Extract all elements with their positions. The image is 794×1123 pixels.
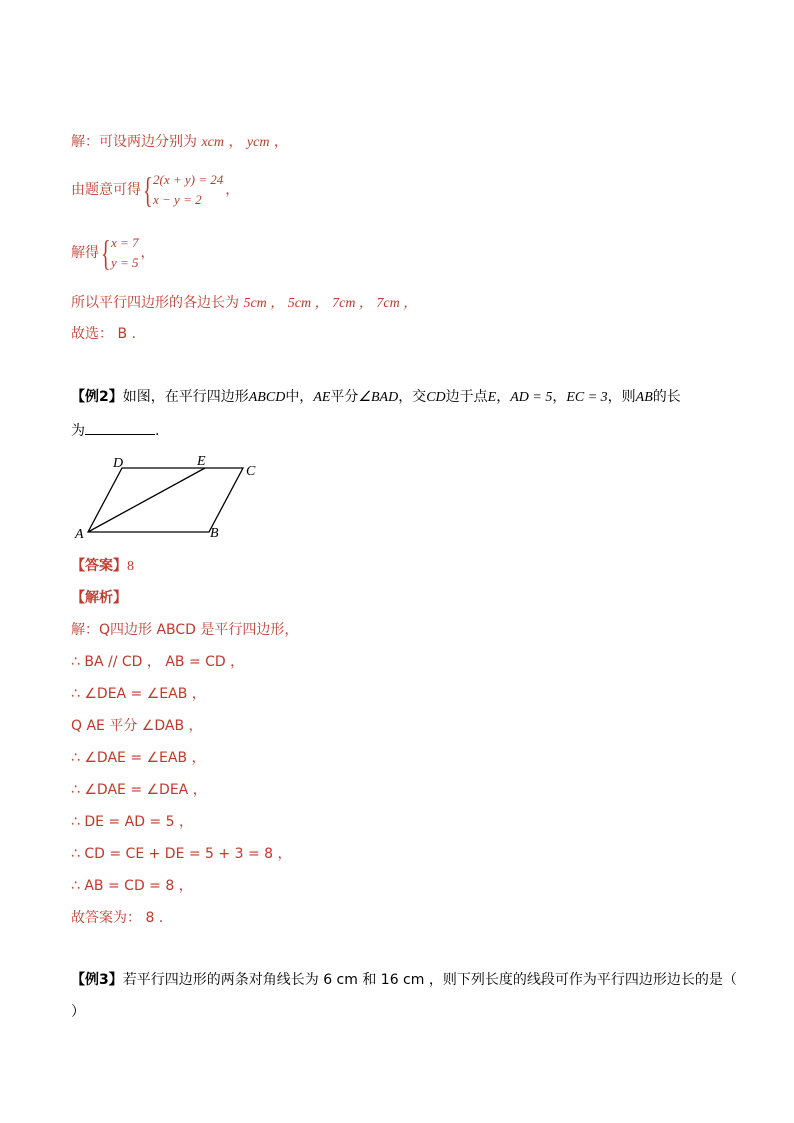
equation: x = 7 [111, 235, 139, 250]
solution-line-1 [71, 133, 288, 152]
analysis-step: ∴ BA // CD ， AB = CD ， [71, 654, 245, 670]
analysis-step: 解：Q四边形 ABCD 是平行四边形， [71, 622, 299, 638]
answer-value: 8 [127, 559, 134, 574]
separator: ， [140, 245, 155, 261]
example-3-question-line-2: ） [71, 1004, 85, 1020]
question-text: ， [552, 389, 567, 405]
solution-line-4 [71, 294, 417, 313]
solution-line-5 [71, 325, 136, 343]
analysis-step: ∴ ∠DAE = ∠EAB ， [71, 750, 206, 766]
brace-icon: { [101, 233, 111, 273]
vertex-label-a: A [75, 527, 84, 542]
analysis-step: ∴ CD = CE + DE = 5 + 3 = 8 ， [71, 846, 292, 862]
question-text: 边于点 [445, 389, 488, 405]
question-text: 中， [285, 389, 314, 405]
equation-system [101, 233, 139, 273]
vertex-label-d: D [113, 456, 124, 471]
math: CD [426, 390, 446, 405]
math-x: xcm [201, 135, 224, 150]
question-text: 如图，在平行四边形 [122, 389, 249, 405]
separator: ， [273, 134, 288, 150]
solution-text: 解：可设两边分别为 [71, 134, 197, 150]
analysis-step: ∴ ∠DAE = ∠DEA ， [71, 782, 207, 798]
example-2-question [71, 388, 681, 407]
math: AD = 5 [510, 390, 553, 405]
example-2-question-line-2 [71, 420, 159, 440]
question-text: ， [496, 389, 511, 405]
question-text: ，则 [607, 389, 636, 405]
answer-line [71, 557, 134, 576]
analysis-step: ∴ ∠DEA = ∠EAB ， [71, 686, 206, 702]
question-text: ，交 [398, 389, 427, 405]
vertex-label-c: C [246, 464, 256, 479]
question-text: . [155, 423, 160, 439]
equation-system [143, 170, 223, 210]
question-text: 若平行四边形的两条对角线长为 6 cm 和 16 cm ，则下列长度的线段可作为平行四边形边长的是（ [122, 972, 737, 988]
question-text: 平分 [330, 389, 359, 405]
equation: y = 5 [111, 255, 139, 270]
choice-answer: 故选： B . [71, 326, 136, 342]
side-lengths: 5cm ， 5cm ， 7cm ， 7cm ， [243, 296, 418, 311]
math: AB [635, 390, 653, 405]
analysis-step: Q AE 平分 ∠DAB ， [71, 718, 203, 734]
analysis-step: ∴ AB = CD = 8 ， [71, 878, 193, 894]
parallelogram-shape [88, 468, 243, 532]
math: AE [313, 390, 331, 405]
answer-blank [85, 420, 155, 435]
analysis-label: 【解析】 [71, 590, 127, 606]
vertex-label-e: E [197, 454, 206, 469]
analysis-step: ∴ DE = AD = 5 ， [71, 814, 193, 830]
parallelogram-figure [68, 452, 268, 547]
example-label: 【例2】 [71, 389, 123, 405]
question-text: 的长 [652, 389, 681, 405]
equation: 2(x + y) = 24 [153, 172, 224, 187]
separator: ， [225, 182, 240, 198]
solution-line-3 [71, 231, 155, 275]
separator: ， [228, 134, 243, 150]
analysis-step: 故答案为： 8 . [71, 910, 164, 926]
solution-text: 解得 [71, 245, 99, 261]
question-text: 为 [71, 423, 85, 439]
brace-icon: { [143, 170, 153, 210]
solution-text: 所以平行四边形的各边长为 [71, 295, 239, 311]
answer-label: 【答案】 [71, 558, 127, 574]
math: ∠BAD [358, 390, 399, 405]
math: EC = 3 [566, 390, 608, 405]
vertex-label-b: B [210, 526, 219, 541]
math: ABCD [248, 390, 286, 405]
solution-line-2 [71, 168, 239, 212]
math: E [487, 390, 497, 405]
example-3-question [71, 971, 737, 989]
example-label: 【例3】 [71, 972, 123, 988]
solution-text: 由题意可得 [71, 182, 141, 198]
equation: x − y = 2 [153, 192, 202, 207]
math-y: ycm [246, 135, 270, 150]
